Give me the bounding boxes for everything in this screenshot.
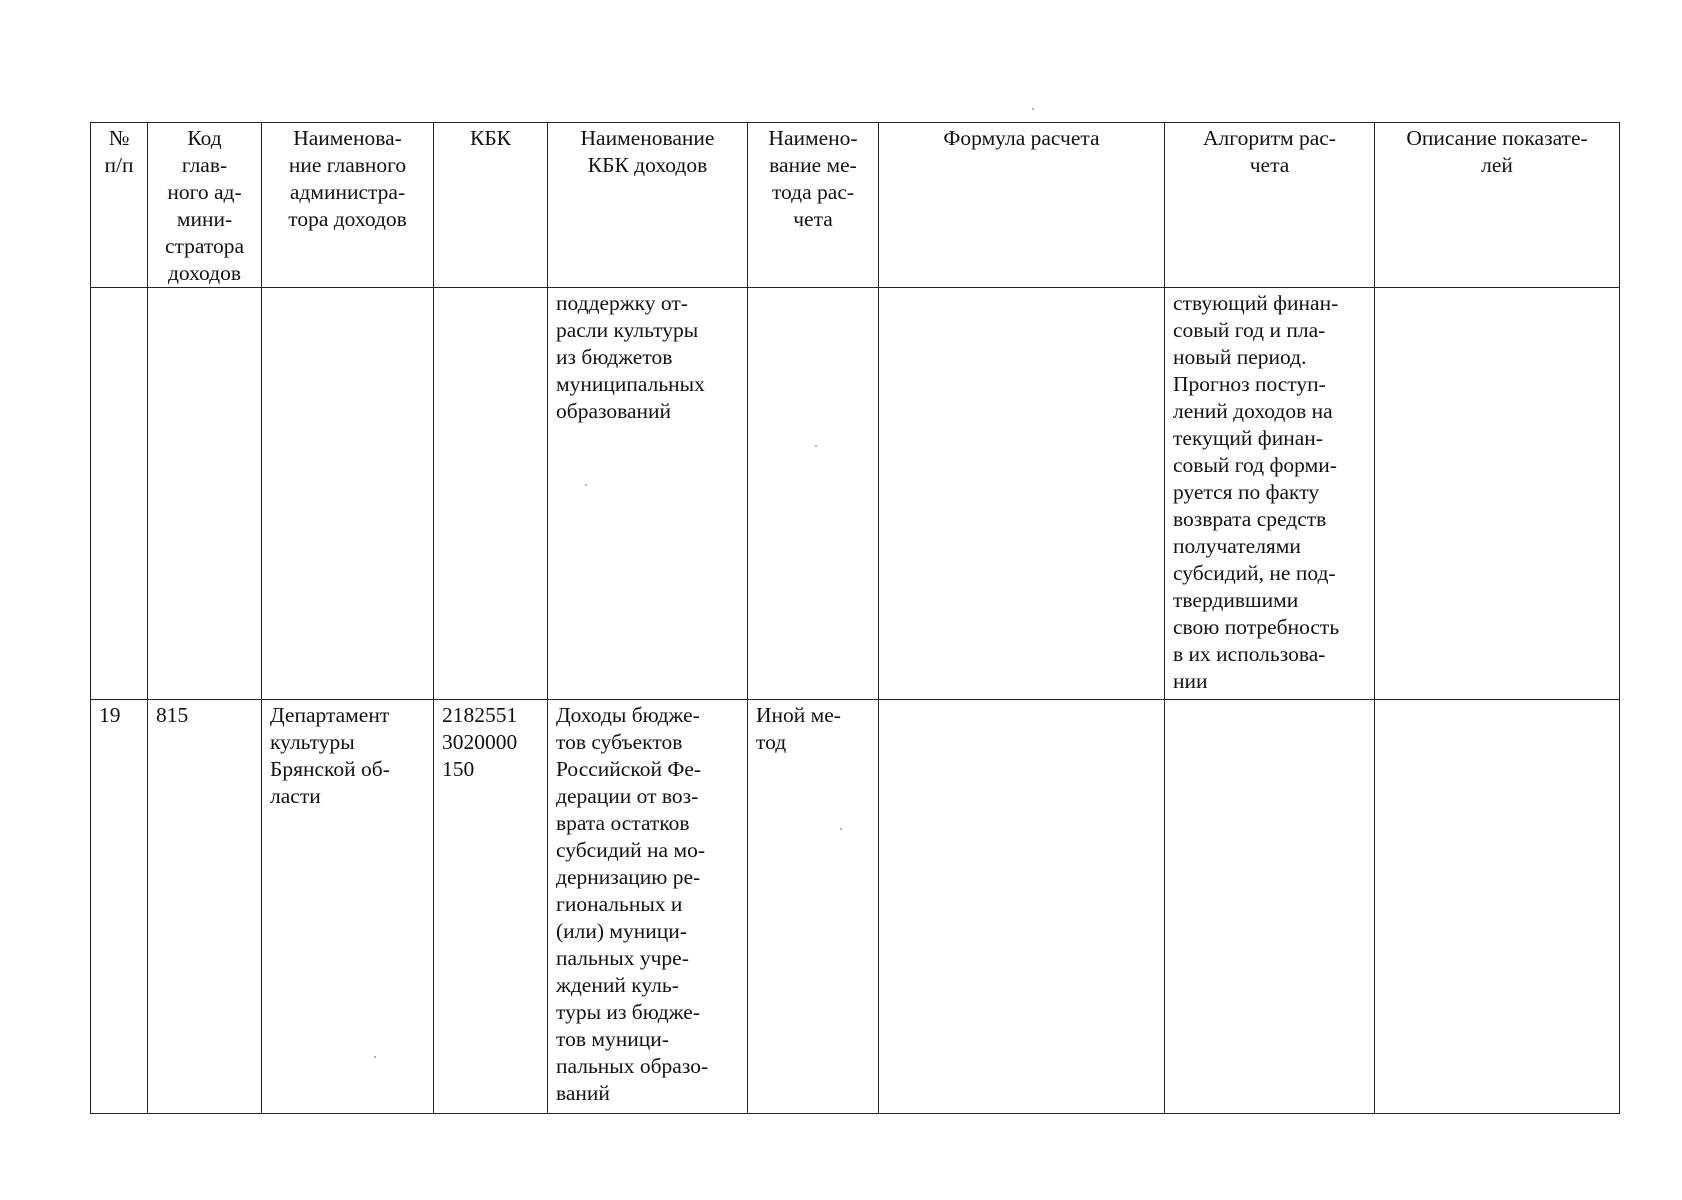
cell-kbk bbox=[434, 288, 548, 700]
cell-kbk: 2182551 3020000 150 bbox=[434, 700, 548, 1114]
cell-admin-name: Департамент культуры Брянской об- ласти bbox=[262, 700, 434, 1114]
cell-method: Иной ме- тод bbox=[748, 700, 879, 1114]
revenue-forecast-table bbox=[90, 122, 1620, 1114]
cell-kbk-name: Доходы бюдже- тов субъектов Российской Фе- дерации от воз- врата остатков субсидий на мо- дернизацию ре- гиональных и (или) муници- пальных учре- ждений куль- туры из бюдже- тов муници- пальных образо- ваний bbox=[548, 700, 748, 1114]
cell-method bbox=[748, 288, 879, 700]
cell-admin-code: 815 bbox=[148, 700, 262, 1114]
table-row bbox=[91, 288, 1620, 700]
scan-speck bbox=[815, 445, 817, 447]
cell-formula bbox=[879, 700, 1165, 1114]
header-method: Наимено- вание ме- тода рас- чета bbox=[748, 123, 879, 288]
header-row bbox=[91, 123, 1620, 288]
scan-speck bbox=[1032, 108, 1034, 110]
cell-admin-code bbox=[148, 288, 262, 700]
header-algorithm: Алгоритм рас- чета bbox=[1165, 123, 1375, 288]
cell-algorithm: ствующий финан- совый год и пла- новый период. Прогноз поступ- лений доходов на текущий финан- совый год форми- руется по факту возврата средств получателями субсидий, не под- твердившими свою потребность в их использова- нии bbox=[1165, 288, 1375, 700]
header-formula: Формула расчета bbox=[879, 123, 1165, 288]
header-description: Описание показате- лей bbox=[1375, 123, 1620, 288]
header-admin-name: Наименова- ние главного администра- тора доходов bbox=[262, 123, 434, 288]
cell-description bbox=[1375, 288, 1620, 700]
cell-admin-name bbox=[262, 288, 434, 700]
cell-kbk-name: поддержку от- расли культуры из бюджетов муниципальных образований bbox=[548, 288, 748, 700]
scan-speck bbox=[840, 828, 842, 830]
scan-speck bbox=[374, 1056, 376, 1058]
header-kbk-name: Наименование КБК доходов bbox=[548, 123, 748, 288]
cell-num: 19 bbox=[91, 700, 148, 1114]
cell-formula bbox=[879, 288, 1165, 700]
header-num: № п/п bbox=[91, 123, 148, 288]
header-admin-code: Код глав- ного ад- мини- стратора доходов bbox=[148, 123, 262, 288]
cell-num bbox=[91, 288, 148, 700]
cell-algorithm bbox=[1165, 700, 1375, 1114]
scan-speck bbox=[585, 484, 587, 486]
table-row bbox=[91, 700, 1620, 1114]
header-kbk: КБК bbox=[434, 123, 548, 288]
cell-description bbox=[1375, 700, 1620, 1114]
